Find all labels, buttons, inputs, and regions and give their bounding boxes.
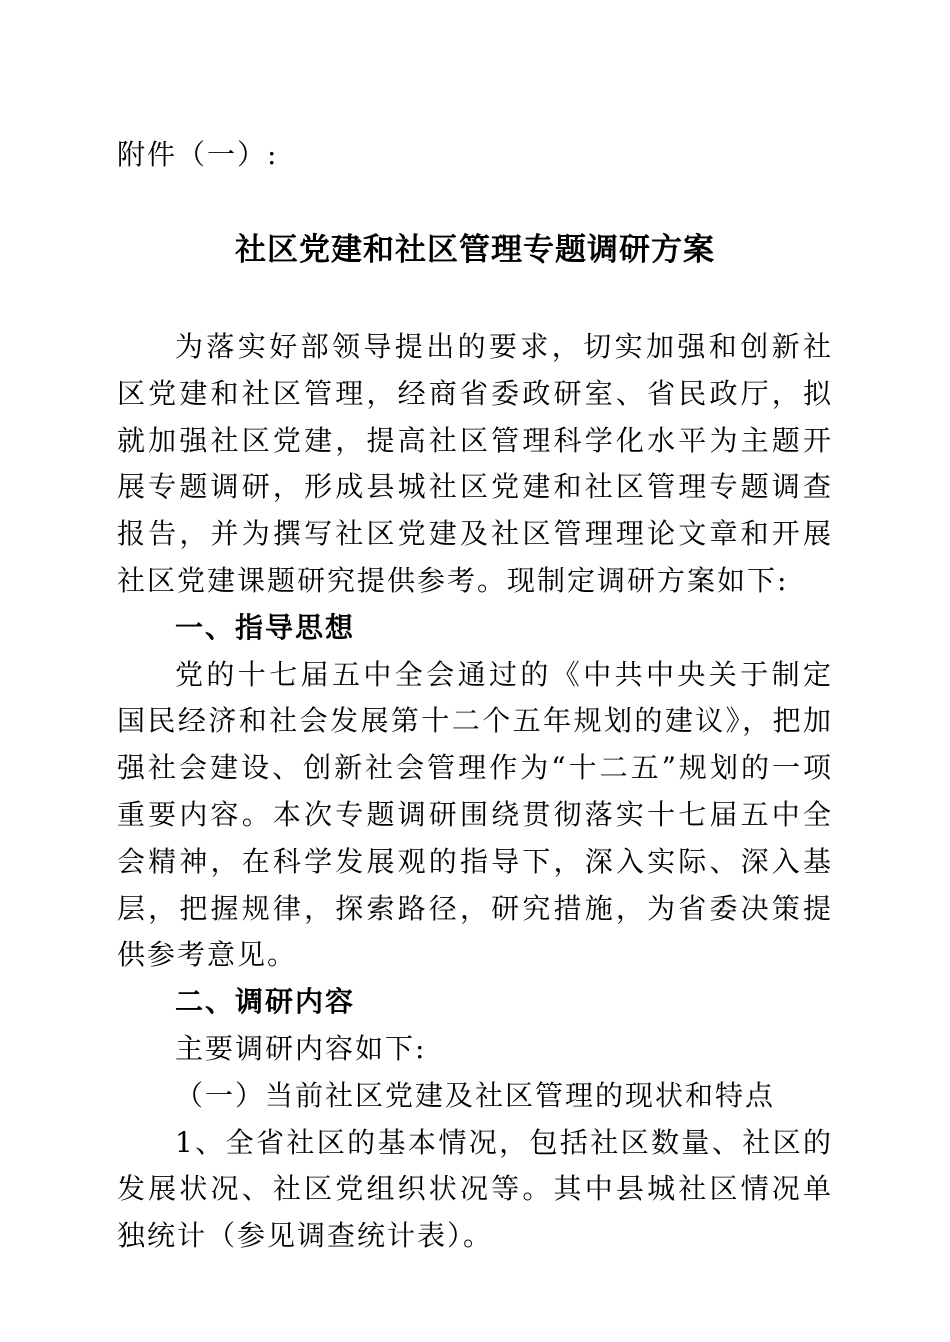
item-1-paragraph: 1、全省社区的基本情况，包括社区数量、社区的发展状况、社区党组织状况等。其中县城社区情况单独统计（参见调查统计表）。 [117,1125,833,1253]
guiding-thought-paragraph: 党的十七届五中全会通过的《中共中央关于制定国民经济和社会发展第十二个五年规划的建议》，把加强社会建设、创新社会管理作为“十二五”规划的一项重要内容。本次专题调研围绕贯彻落实十七届五中全会精神，在科学发展观的指导下，深入实际、深入基层，把握规律，探索路径，研究措施，为省委决策提供参考意见。 [117,657,833,972]
research-content-intro: 主要调研内容如下: [175,1031,427,1065]
annex-label: 附件（一）: [117,138,279,171]
intro-paragraph: 为落实好部领导提出的要求，切实加强和创新社区党建和社区管理，经商省委政研室、省民政厅，拟就加强社区党建，提高社区管理科学化水平为主题开展专题调研，形成县城社区党建和社区管理专题调查报告，并为撰写社区党建及社区管理理论文章和开展社区党建课题研究提供参考。现制定调研方案如下: [117,330,833,597]
section-heading-guiding-thought: 一、指导思想 [175,610,356,644]
document-body [117,324,833,1260]
section-heading-research-content: 二、调研内容 [175,985,356,1019]
subsection-heading-status: （一）当前社区党建及社区管理的现状和特点 [175,1078,776,1112]
document-title: 社区党建和社区管理专题调研方案 [235,232,715,268]
